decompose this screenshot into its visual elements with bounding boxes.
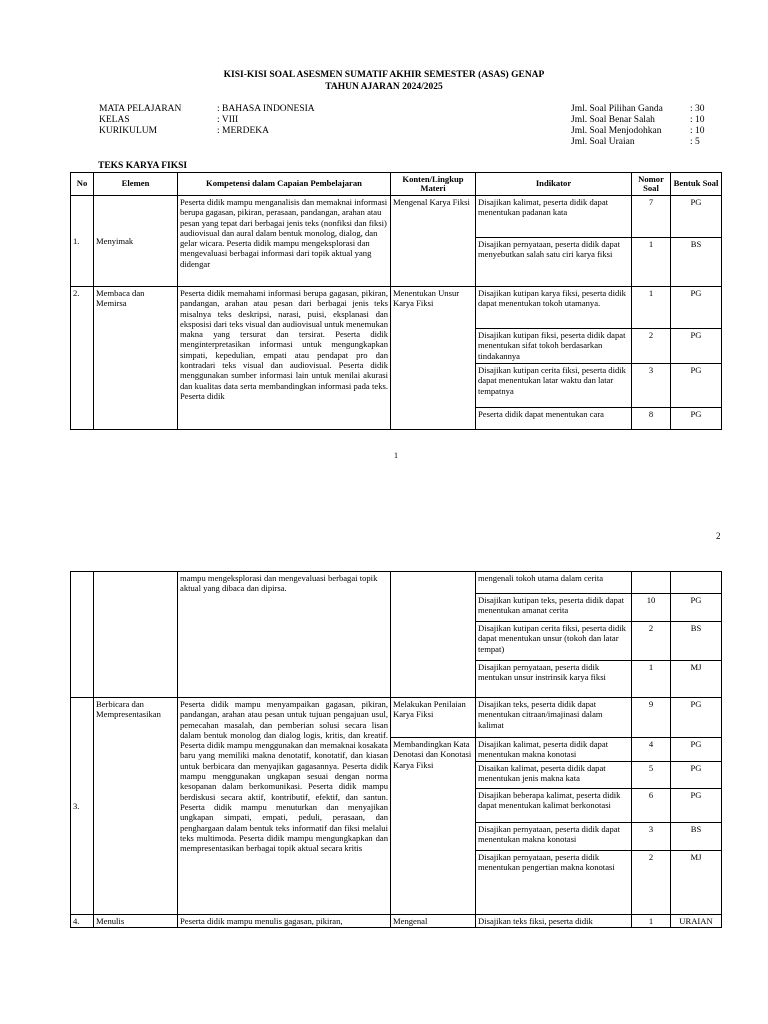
grid-table-page2 <box>70 571 722 928</box>
cell-bentuk: MJ <box>671 661 722 698</box>
table-row <box>71 698 722 738</box>
cell-bentuk: PG <box>671 738 722 762</box>
cell-nomor: 1 <box>632 238 671 287</box>
meta-value: : 10 <box>690 126 705 136</box>
cell-indikator: Disajikan beberapa kalimat, peserta didik dapat menentukan kalimat berkonotasi <box>476 789 632 823</box>
cell-nomor: 7 <box>632 196 671 238</box>
cell-bentuk: BS <box>671 238 722 287</box>
cell-indikator: Disajikan kutipan teks, peserta didik dapat menentukan amanat cerita <box>476 594 632 622</box>
cell-indikator: Disajikan kutipan cerita fiksi, peserta didik dapat menentukan unsur (tokoh dan latar tempat) <box>476 622 632 661</box>
cell-indikator: Disajikan kutipan fiksi, peserta didik dapat menentukan sifat tokoh berdasarkan tindakannya <box>476 329 632 364</box>
cell-elemen <box>94 572 178 698</box>
cell-nomor <box>632 572 671 594</box>
cell-konten <box>391 572 476 698</box>
cell-bentuk: PG <box>671 196 722 238</box>
table-header-row <box>71 173 722 196</box>
meta-right-values <box>690 104 705 148</box>
cell-bentuk: PG <box>671 408 722 430</box>
document-subtitle: TAHUN AJARAN 2024/2025 <box>325 82 443 92</box>
cell-indikator: Disajikan kalimat, peserta didik dapat menentukan padanan kata <box>476 196 632 238</box>
cell-nomor: 10 <box>632 594 671 622</box>
cell-no: 1. <box>71 196 94 287</box>
cell-elemen: Berbicara dan Mempresentasikan <box>94 698 178 915</box>
cell-indikator: mengenali tokoh utama dalam cerita <box>476 572 632 594</box>
cell-nomor: 5 <box>632 762 671 789</box>
cell-indikator: Disajikan pernyataan, peserta didik dapat menentukan makna konotasi <box>476 823 632 851</box>
grid-table-page1 <box>70 172 722 430</box>
cell-elemen: Menyimak <box>94 196 178 287</box>
cell-nomor: 1 <box>632 915 671 928</box>
col-header-bentuk: Bentuk Soal <box>671 173 722 196</box>
cell-konten: Mengenal Karya Fiksi <box>391 196 476 287</box>
cell-no: 2. <box>71 287 94 430</box>
cell-bentuk: PG <box>671 364 722 408</box>
cell-indikator: Disajikan pernyataan, peserta didik mentukan unsur instrinsik karya fiksi <box>476 661 632 698</box>
cell-indikator: Disajikan pernyataan, peserta didik menentukan pengertian makna konotasi <box>476 851 632 915</box>
cell-bentuk: BS <box>671 622 722 661</box>
cell-nomor: 1 <box>632 661 671 698</box>
cell-nomor: 3 <box>632 823 671 851</box>
cell-elemen: Membaca dan Memirsa <box>94 287 178 430</box>
table-row <box>71 196 722 238</box>
cell-nomor: 8 <box>632 408 671 430</box>
cell-nomor: 2 <box>632 622 671 661</box>
meta-value: : VIII <box>217 115 239 125</box>
cell-no: 4. <box>71 915 94 928</box>
cell-konten: Membandingkan Kata Denotasi dan Konotasi Karya Fiksi <box>391 738 476 915</box>
cell-indikator: Disajikan teks fiksi, peserta didik <box>476 915 632 928</box>
cell-konten: Melakukan Penilaian Karya Fiksi <box>391 698 476 738</box>
cell-indikator: Disajikan kutipan karya fiksi, peserta didik dapat menentukan tokoh utamanya. <box>476 287 632 329</box>
cell-indikator: Disajikan teks, peserta didik dapat menentukan citraan/imajinasi dalam kalimat <box>476 698 632 738</box>
meta-label: KELAS <box>99 115 130 125</box>
cell-bentuk <box>671 572 722 594</box>
cell-kompetensi: Peserta didik mampu menganalisis dan memaknai informasi berupa gagasan, pikiran, perasaan, pandangan, arahan atau pesan yang tepat dari berbagai jenis teks (nonfiksi dan fiksi) audiovisual dan aural dalam bentuk monolog, dialog, dan gelar wicara. Peserta didik mampu mengeksplorasi dan mengevaluasi berbagai informasi dari topik aktual yang didengar <box>178 196 391 287</box>
cell-indikator: Disajikan kalimat, peserta didik dapat menentukan makna konotasi <box>476 738 632 762</box>
cell-bentuk: PG <box>671 762 722 789</box>
cell-konten: Mengenal <box>391 915 476 928</box>
cell-bentuk: PG <box>671 329 722 364</box>
meta-left-values <box>217 104 315 137</box>
meta-label: Jml. Soal Pilihan Ganda <box>571 104 663 114</box>
meta-value: : 30 <box>690 104 705 114</box>
meta-label: KURIKULUM <box>99 126 158 136</box>
meta-label: Jml. Soal Uraian <box>571 137 635 147</box>
table-row <box>71 287 722 329</box>
meta-value: : MERDEKA <box>217 126 269 136</box>
meta-label: MATA PELAJARAN <box>99 104 182 114</box>
cell-nomor: 2 <box>632 329 671 364</box>
meta-left-labels <box>99 104 181 137</box>
cell-bentuk: PG <box>671 287 722 329</box>
cell-kompetensi: mampu mengeksplorasi dan mengevaluasi berbagai topik aktual yang dibaca dan dipirsa. <box>178 572 391 698</box>
cell-indikator: Disaikan kalimat, peserta didik dapat menentukan jenis makna kata <box>476 762 632 789</box>
page-number: 2 <box>716 531 721 541</box>
cell-bentuk: MJ <box>671 851 722 915</box>
cell-indikator: Peserta didik dapat menentukan cara <box>476 408 632 430</box>
cell-nomor: 3 <box>632 364 671 408</box>
cell-bentuk: PG <box>671 789 722 823</box>
cell-kompetensi: Peserta didik mampu menyampaikan gagasan, pikiran, pandangan, arahan atau pesan untuk tujuan pengajuan usul, pemecahan masalah, dan pemberian solusi secara lisan dalam bentuk monolog dan dialog logis, kritis, dan kreatif. Peserta didik mampu menggunakan dan memaknai kosakata baru yang memiliki makna denotatif, konotatif, dan kiasan untuk berbicara dan menyajikan gagasannya. Peserta didik mampu menggunakan ungkapan sesuai dengan norma kesopanan dalam berkomunikasi. Peserta didik mampu berdiskusi secara aktif, kontributif, efektif, dan santun. Peserta didik mampu menuturkan dan menyajikan ungkapan simpati, empati, peduli, perasaan, dan penghargaan dalam bentuk teks informatif dan fiksi melalui teks multimoda. Peserta didik mampu mengungkapkan dan mempresentasikan berbagai topik aktual secara kritis <box>178 698 391 915</box>
section-title: TEKS KARYA FIKSI <box>98 161 188 171</box>
cell-indikator: Disajikan kutipan cerita fiksi, peserta didik dapat menentukan latar waktu dan latar tempatnya <box>476 364 632 408</box>
meta-label: Jml. Soal Benar Salah <box>571 115 655 125</box>
cell-elemen: Menulis <box>94 915 178 928</box>
col-header-elemen: Elemen <box>94 173 178 196</box>
col-header-konten: Konten/Lingkup Materi <box>391 173 476 196</box>
cell-bentuk: BS <box>671 823 722 851</box>
table-row <box>71 572 722 594</box>
cell-indikator: Disajikan pernyataan, peserta didik dapat menyebutkan salah satu ciri karya fiksi <box>476 238 632 287</box>
col-header-nomor: Nomor Soal <box>632 173 671 196</box>
cell-nomor: 2 <box>632 851 671 915</box>
col-header-kompetensi: Kompetensi dalam Capaian Pembelajaran <box>178 173 391 196</box>
cell-bentuk: PG <box>671 698 722 738</box>
cell-bentuk: URAIAN <box>671 915 722 928</box>
document-title: KISI-KISI SOAL ASESMEN SUMATIF AKHIR SEMESTER (ASAS) GENAP <box>223 70 545 80</box>
cell-nomor: 6 <box>632 789 671 823</box>
page-number: 1 <box>394 451 398 460</box>
cell-nomor: 9 <box>632 698 671 738</box>
cell-bentuk: PG <box>671 594 722 622</box>
cell-nomor: 1 <box>632 287 671 329</box>
cell-no: 3. <box>71 698 94 915</box>
cell-nomor: 4 <box>632 738 671 762</box>
table-row <box>71 915 722 928</box>
meta-value: : BAHASA INDONESIA <box>217 104 315 114</box>
cell-no <box>71 572 94 698</box>
col-header-no: No <box>71 173 94 196</box>
cell-kompetensi: Peserta didik mampu menulis gagasan, pikiran, <box>178 915 391 928</box>
meta-value: : 10 <box>690 115 705 125</box>
meta-value: : 5 <box>690 137 700 147</box>
meta-right-labels <box>571 104 663 148</box>
cell-konten: Menentukan Unsur Karya Fiksi <box>391 287 476 430</box>
cell-kompetensi: Peserta didik memahami informasi berupa gagasan, pikiran, pandangan, arahan atau pesan dari berbagai jenis teks misalnya teks deskripsi, narasi, puisi, eksplanasi dan eksposisi dari teks visual dan audiovisual untuk menemukan makna yang tersurat dan tersirat. Peserta didik menginterpretasikan informasi untuk mengungkapkan simpati, kepedulian, empati atau pendapat pro dan kontradari teks visual dan audiovisual. Peserta didik menggunakan sumber informasi lain untuk menilai akurasi dan kualitas data serta membandingkan informasi pada teks. Peserta didik <box>178 287 391 430</box>
meta-label: Jml. Soal Menjodohkan <box>571 126 662 136</box>
col-header-indikator: Indikator <box>476 173 632 196</box>
